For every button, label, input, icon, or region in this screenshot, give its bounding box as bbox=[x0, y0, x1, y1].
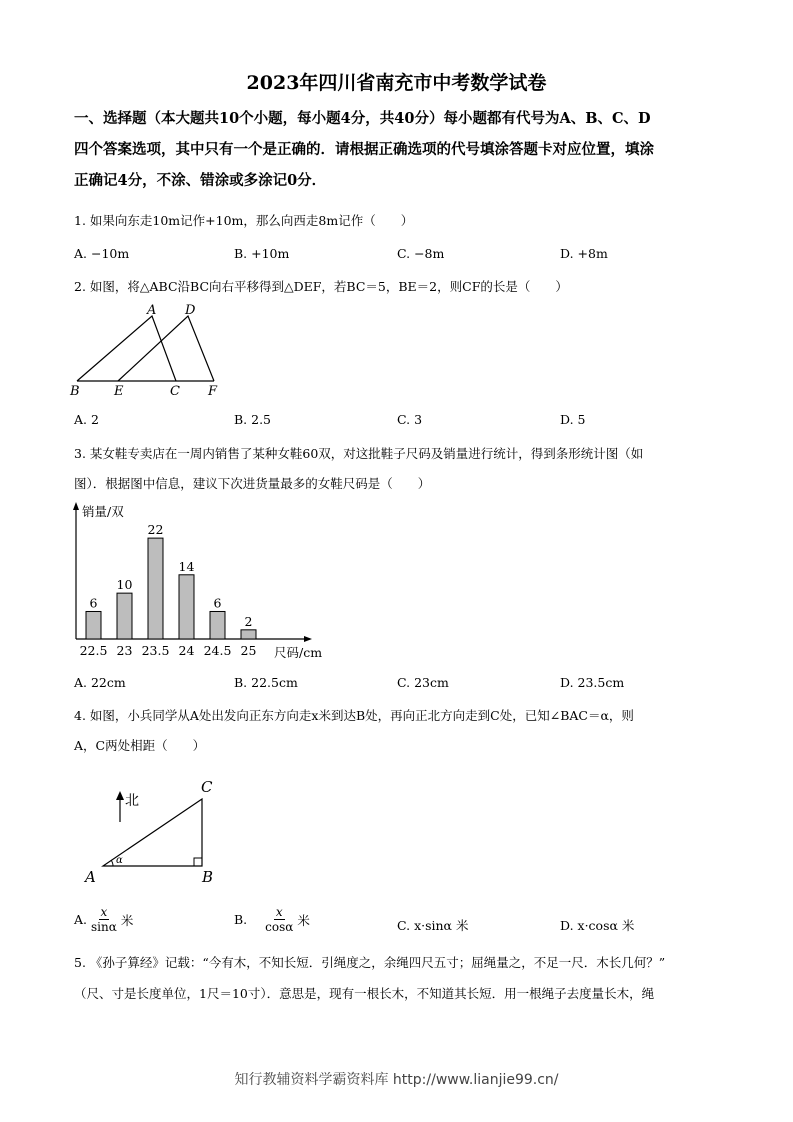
unit-meter: 米 bbox=[297, 912, 310, 928]
x-tick-label: 25 bbox=[240, 643, 257, 658]
section-instructions-line-1: 一、选择题（本大题共10个小题，每小题4分，共40分）每小题都有代号为A、B、C、D bbox=[74, 110, 651, 127]
label-e: E bbox=[114, 384, 124, 399]
bar bbox=[148, 538, 163, 639]
fraction-denominator: cosα bbox=[265, 920, 294, 934]
footer-watermark: 知行教辅资料学霸资料库 http://www.lianjie99.cn/ bbox=[234, 1072, 559, 1088]
question-1-text: 1. 如果向东走10m记作+10m，那么向西走8m记作（ ） bbox=[74, 213, 414, 228]
x-axis-label: 尺码/cm bbox=[274, 645, 323, 660]
q2-option-d: D. 5 bbox=[560, 412, 586, 427]
label-a: A bbox=[147, 303, 157, 318]
page-title: 2023年四川省南充市中考数学试卷 bbox=[246, 72, 547, 94]
triangle-def bbox=[118, 316, 214, 381]
x-tick-label: 24.5 bbox=[203, 643, 232, 658]
bar-value-label: 6 bbox=[213, 595, 222, 611]
unit-meter: 米 bbox=[120, 912, 134, 928]
section-instructions-line-2: 四个答案选项，其中只有一个是正确的．请根据正确选项的代号填涂答题卡对应位置，填涂 bbox=[74, 141, 654, 158]
x-tick-label: 23 bbox=[116, 643, 133, 658]
q3-option-c: C. 23cm bbox=[397, 675, 449, 690]
q1-option-c: C. −8m bbox=[397, 246, 445, 261]
q3-option-a: A. 22cm bbox=[74, 675, 126, 690]
alpha-label: α bbox=[116, 855, 123, 866]
bar bbox=[241, 630, 256, 639]
fraction-x-over-cos bbox=[265, 905, 293, 934]
bar bbox=[179, 575, 194, 639]
question-3-line-1: 3. 某女鞋专卖店在一周内销售了某种女鞋60双，对这批鞋子尺码及销量进行统计，得到条形统计图（如 bbox=[74, 446, 644, 461]
label-c: C bbox=[201, 778, 213, 796]
angle-arc bbox=[111, 860, 113, 866]
translation-triangle-figure bbox=[68, 302, 228, 402]
bar bbox=[117, 593, 132, 639]
bar-value-label: 6 bbox=[89, 595, 98, 611]
triangle-abc bbox=[77, 316, 176, 381]
north-arrow-icon bbox=[116, 791, 124, 800]
q4-option-a-label: A. bbox=[74, 912, 88, 927]
fraction-numerator: x bbox=[100, 905, 108, 919]
x-axis-arrow bbox=[304, 636, 312, 642]
x-tick-label: 22.5 bbox=[79, 643, 108, 658]
shoe-size-bar-chart bbox=[62, 500, 337, 665]
bar-value-label: 10 bbox=[116, 577, 133, 593]
label-b: B bbox=[70, 384, 80, 399]
question-3-line-2: 图）．根据图中信息，建议下次进货量最多的女鞋尺码是（ ） bbox=[74, 476, 431, 491]
question-2-text: 2. 如图，将△ABC沿BC向右平移得到△DEF，若BC＝5，BE＝2，则CF的长是（ ） bbox=[74, 279, 568, 294]
north-label: 北 bbox=[125, 793, 139, 809]
label-c: C bbox=[170, 384, 180, 399]
label-b: B bbox=[202, 868, 214, 886]
q3-option-d: D. 23.5cm bbox=[560, 675, 625, 690]
right-triangle-abc-figure bbox=[80, 774, 230, 889]
q1-option-d: D. +8m bbox=[560, 246, 608, 261]
bar-value-label: 2 bbox=[244, 613, 253, 629]
q4-option-b-label: B. bbox=[234, 912, 248, 927]
right-angle-mark bbox=[194, 858, 202, 866]
q2-option-c: C. 3 bbox=[397, 412, 423, 427]
question-5-line-2: （尺、寸是长度单位，1尺＝10寸）．意思是，现有一根长木，不知道其长短．用一根绳子去度量长木，绳 bbox=[74, 986, 655, 1001]
bar-value-label: 14 bbox=[178, 558, 195, 574]
fraction-denominator: sinα bbox=[91, 920, 117, 934]
label-f: F bbox=[208, 384, 218, 399]
bar-value-label: 22 bbox=[147, 522, 164, 538]
q1-option-a: A. −10m bbox=[74, 246, 130, 261]
bar bbox=[210, 611, 225, 639]
fraction-x-over-sin bbox=[91, 905, 117, 934]
q4-option-c: C. x·sinα 米 bbox=[397, 918, 469, 933]
section-instructions-line-3: 正确记4分，不涂、错涂或多涂记0分． bbox=[74, 172, 327, 189]
q2-option-b: B. 2.5 bbox=[234, 412, 272, 427]
question-5-line-1: 5. 《孙子算经》记载：“今有木，不知长短．引绳度之，余绳四尺五寸；屈绳量之，不足一尺．木长几何？” bbox=[74, 955, 666, 970]
x-tick-label: 23.5 bbox=[141, 643, 170, 658]
q3-option-b: B. 22.5cm bbox=[234, 675, 298, 690]
question-4-line-2: A，C两处相距（ ） bbox=[74, 738, 206, 753]
x-tick-label: 24 bbox=[178, 643, 195, 658]
label-d: D bbox=[185, 303, 196, 318]
fraction-numerator: x bbox=[275, 905, 283, 919]
bar bbox=[86, 611, 101, 639]
label-a: A bbox=[85, 868, 96, 886]
y-axis-label: 销量/双 bbox=[82, 504, 124, 519]
question-4-line-1: 4. 如图，小兵同学从A处出发向正东方向走x米到达B处，再向正北方向走到C处，已知∠BAC＝α，则 bbox=[74, 708, 634, 723]
y-axis-arrow bbox=[73, 502, 79, 510]
q2-option-a: A. 2 bbox=[74, 412, 99, 427]
q4-option-b bbox=[234, 905, 310, 934]
q1-option-b: B. +10m bbox=[234, 246, 290, 261]
q4-option-d: D. x·cosα 米 bbox=[560, 918, 635, 933]
q4-option-a bbox=[74, 905, 133, 934]
